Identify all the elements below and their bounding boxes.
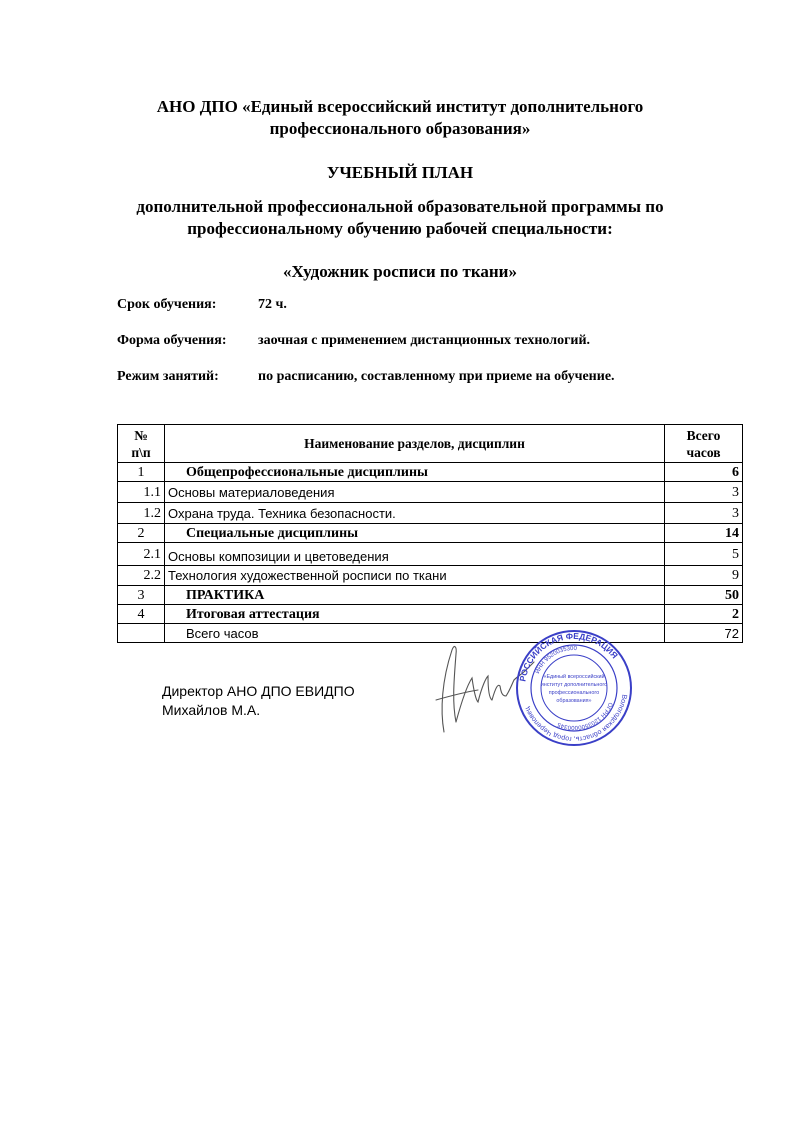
table-row [118, 503, 743, 524]
stamp-outer-text: РОССИЙСКАЯ ФЕДЕРАЦИЯ [517, 630, 620, 683]
program-description-line1: дополнительной профессиональной образовательной программы по [136, 197, 664, 216]
row-hours: 72 [665, 624, 743, 643]
row-hours: 3 [665, 503, 743, 524]
duration-value: 72 ч. [258, 297, 287, 312]
director-position: Директор АНО ДПО ЕВИДПО [162, 683, 355, 699]
row-name: Итоговая аттестация [165, 605, 665, 624]
row-hours: 50 [665, 586, 743, 605]
table-row [118, 482, 743, 503]
duration-label: Срок обучения: [117, 297, 217, 312]
table-row [118, 566, 743, 586]
stamp-inner-text-4: образования» [556, 698, 592, 704]
row-hours: 9 [665, 566, 743, 586]
program-description [0, 196, 800, 240]
row-hours: 2 [665, 605, 743, 624]
row-hours: 3 [665, 482, 743, 503]
stamp-inner-text-3: профессионального [548, 690, 600, 696]
row-number: 2 [118, 524, 165, 543]
table-row [118, 586, 743, 605]
row-hours: 5 [665, 543, 743, 566]
curriculum-table [117, 424, 743, 643]
row-number [118, 624, 165, 643]
program-description-line2: профессиональному обучению рабочей специальности: [187, 219, 613, 238]
table-row [118, 463, 743, 482]
table-row [118, 605, 743, 624]
stamp-region-text: Вологодская область, город Череповец [523, 693, 628, 743]
col-header-hours-line2: часов [686, 444, 721, 460]
col-header-hours-line1: Всего [686, 427, 721, 443]
form-value: заочная с применением дистанционных технологий. [258, 333, 591, 348]
col-header-name: Наименование разделов, дисциплин [165, 425, 665, 463]
stamp-inn-text: ИНН 9520035300 [534, 645, 577, 675]
col-header-hours [665, 425, 743, 463]
row-number: 1.1 [118, 482, 165, 503]
row-name: Основы композиции и цветоведения [165, 543, 665, 566]
row-name: ПРАКТИКА [165, 586, 665, 605]
director-name: Михайлов М.А. [162, 702, 261, 718]
row-number: 4 [118, 605, 165, 624]
row-name: Основы материаловедения [165, 482, 665, 503]
row-name: Всего часов [165, 624, 665, 643]
document-title: УЧЕБНЫЙ ПЛАН [326, 163, 474, 182]
stamp-ogrn-text: ОГРН 1203500000345 [556, 701, 614, 731]
org-name-line2: профессионального образования» [269, 119, 531, 138]
row-number: 1.2 [118, 503, 165, 524]
org-name-line1: АНО ДПО «Единый всероссийский институт дополнительного [156, 97, 644, 116]
table-row [118, 543, 743, 566]
table-row [118, 524, 743, 543]
mode-value: по расписанию, составленному при приеме на обучение. [258, 369, 615, 384]
organization-stamp [514, 628, 634, 748]
col-header-number [118, 425, 165, 463]
table-header-row [118, 425, 743, 463]
row-hours: 6 [665, 463, 743, 482]
program-name: «Художник росписи по ткани» [283, 262, 517, 281]
row-hours: 14 [665, 524, 743, 543]
stamp-inner-text-2: институт дополнительного [540, 682, 608, 688]
row-name: Общепрофессиональные дисциплины [165, 463, 665, 482]
mode-label: Режим занятий: [117, 369, 219, 384]
row-number: 2.2 [118, 566, 165, 586]
col-header-number-line2: п\п [131, 444, 151, 460]
row-number: 3 [118, 586, 165, 605]
row-name: Технология художественной росписи по ткани [165, 566, 665, 586]
row-number: 2.1 [118, 543, 165, 566]
col-header-number-line1: № [134, 427, 148, 443]
stamp-inner-text-1: «Единый всероссийский [543, 674, 605, 680]
row-number: 1 [118, 463, 165, 482]
row-name: Охрана труда. Техника безопасности. [165, 503, 665, 524]
signature-block [162, 682, 355, 720]
form-label: Форма обучения: [117, 333, 227, 348]
row-name: Специальные дисциплины [165, 524, 665, 543]
org-name [0, 96, 800, 140]
